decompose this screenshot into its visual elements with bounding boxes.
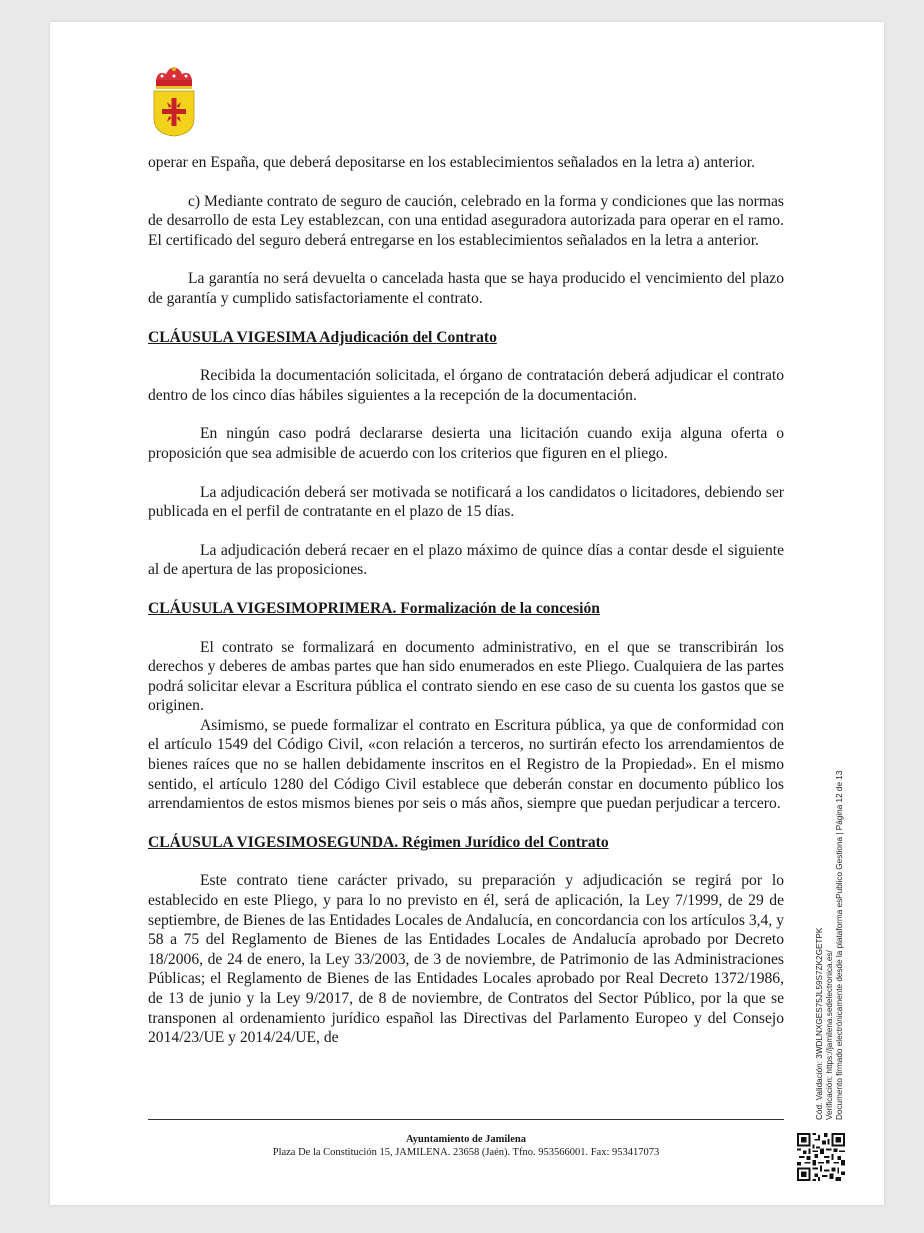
paragraph: La adjudicación deberá ser motivada se notificará a los candidatos o licitadores, debiendo ser publicada en el perfil de contratante en el plazo de 15 días. xyxy=(148,483,784,521)
footer-divider xyxy=(148,1119,784,1120)
paragraph: El contrato se formalizará en documento administrativo, en el que se transcribirán los derechos y deberes de ambas partes que han sido enumerados en este Pliego. Cualquiera de las partes podrá solicitar elevar a Escritura pública el contrato siendo en ese caso de su cuenta los gastos que se originen. xyxy=(148,638,784,715)
section-heading-clausula-22: CLÁUSULA VIGESIMOSEGUNDA. Régimen Jurídico del Contrato xyxy=(148,833,609,851)
paragraph: Asimismo, se puede formalizar el contrato en Escritura pública, ya que de conformidad con el artículo 1549 del Código Civil, «con relación a terceros, no surtirán efecto los arrendamientos de bienes raíces que no se hallen debidamente inscritos en el Registro de la Propiedad». En el mismo sentido, el artículo 1280 del Código Civil establece que deberán constar en documento público los arrendamientos de estos mismos bienes por seis o más años, siempre que puedan perjudicar a tercero. xyxy=(148,716,784,813)
footer xyxy=(148,1133,784,1159)
document-body xyxy=(148,153,784,1067)
section-heading-clausula-21: CLÁUSULA VIGESIMOPRIMERA. Formalización de la concesión xyxy=(148,599,600,617)
coat-of-arms-icon xyxy=(150,66,198,138)
paragraph: La adjudicación deberá recaer en el plazo máximo de quince días a contar desde el siguiente al de apertura de las proposiciones. xyxy=(148,541,784,579)
verification-link[interactable]: Verificación: https://jamilena.sedelectronica.es/ xyxy=(825,950,834,1120)
signature-note: Documento firmado electrónicamente desde la plataforma esPublico Gestiona | Página 12 de 13 xyxy=(835,770,844,1120)
qr-code-icon[interactable] xyxy=(797,1133,845,1181)
paragraph: Recibida la documentación solicitada, el órgano de contratación deberá adjudicar el contrato dentro de los cinco días hábiles siguientes a la recepción de la documentación. xyxy=(148,367,784,404)
paragraph: operar en España, que deberá depositarse en los establecimientos señalados en la letra a) anterior. xyxy=(148,154,756,171)
footer-organization: Ayuntamiento de Jamilena xyxy=(406,1134,526,1145)
validation-code: Cód. Validación: 3WDLNXGES75JL59S7ZK2GETPK xyxy=(815,927,824,1120)
paragraph: En ningún caso podrá declararse desierta una licitación cuando exija alguna oferta o proposición que sea admisible de acuerdo con los criterios que figuren en el pliego. xyxy=(148,425,784,462)
footer-address: Plaza De la Constitución 15, JAMILENA. 23658 (Jaén). Tfno. 953566001. Fax: 953417073 xyxy=(272,1147,660,1158)
document-page xyxy=(50,22,884,1205)
paragraph: La garantía no será devuelta o cancelada hasta que se haya producido el vencimiento del plazo de garantía y cumplido satisfactoriamente el contrato. xyxy=(148,270,784,307)
paragraph: Este contrato tiene carácter privado, su preparación y adjudicación se regirá por lo establecido en este Pliego, y para lo no previsto en él, será de aplicación, la Ley 7/1999, de 29 de septiembre, de Bienes de las Entidades Locales de Andalucía, en concordancia con los artículos 3,4, y 58 a 75 del Reglamento de Bienes de las Entidades Locales de Andalucía aprobado por Decreto 18/2006, de 24 de enero, la Ley 33/2003, de 3 de noviembre, de Patrimonio de las Administraciones Públicas; el Reglamento de Bienes de las Entidades Locales aprobado por Real Decreto 1372/1986, de 13 de junio y la Ley 9/2017, de 8 de noviembre, de Contratos del Sector Público, por la que se transponen al ordenamiento jurídico español las Directivas del Parlamento Europeo y del Consejo 2014/23/UE y 2014/24/UE, de xyxy=(148,872,784,1047)
validation-strip xyxy=(815,770,871,1120)
paragraph: c) Mediante contrato de seguro de caución, celebrado en la forma y condiciones que las normas de desarrollo de esta Ley establezcan, con una entidad aseguradora autorizada para operar en el ramo. El certificado del seguro deberá entregarse en los establecimientos señalados en la letra a anterior. xyxy=(148,192,784,249)
section-heading-clausula-20: CLÁUSULA VIGESIMA Adjudicación del Contrato xyxy=(148,328,497,346)
